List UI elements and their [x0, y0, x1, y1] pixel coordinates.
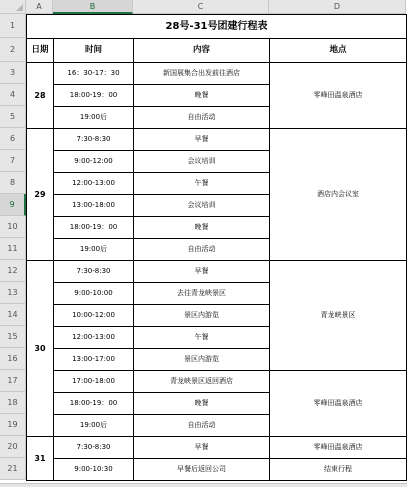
content-cell[interactable]: 自由活动	[134, 415, 270, 437]
row-header-7[interactable]: 7	[0, 150, 26, 172]
content-cell[interactable]: 早餐	[134, 437, 270, 459]
date-cell-31[interactable]: 31	[27, 437, 54, 481]
content-cell[interactable]: 会议培训	[134, 151, 270, 173]
itinerary-title[interactable]: 28号-31号团建行程表	[27, 15, 407, 39]
row-header-18[interactable]: 18	[0, 392, 26, 414]
column-header-a[interactable]: A	[26, 0, 53, 14]
location-cell-meeting-room[interactable]: 酒店内会议室	[270, 129, 407, 261]
time-cell[interactable]: 7:30-8:30	[54, 129, 134, 151]
time-cell[interactable]: 7:30-8:30	[54, 437, 134, 459]
select-all-corner[interactable]	[0, 0, 26, 14]
time-cell[interactable]: 10:00-12:00	[54, 305, 134, 327]
content-cell[interactable]: 早餐	[134, 261, 270, 283]
time-cell[interactable]: 9:00-10:00	[54, 283, 134, 305]
time-cell[interactable]: 13:00-17:00	[54, 349, 134, 371]
row-header-19[interactable]: 19	[0, 414, 26, 436]
time-cell[interactable]: 12:00-13:00	[54, 327, 134, 349]
content-cell[interactable]: 早餐后返回公司	[134, 459, 270, 481]
time-cell[interactable]: 18:00-19：00	[54, 85, 134, 107]
content-cell[interactable]: 青龙峡景区返回酒店	[134, 371, 270, 393]
content-cell[interactable]: 新国展集合出发前往酒店	[134, 63, 270, 85]
row-header-14[interactable]: 14	[0, 304, 26, 326]
row-header-9[interactable]: 9	[0, 194, 26, 216]
row-header-16[interactable]: 16	[0, 348, 26, 370]
row-header-11[interactable]: 11	[0, 238, 26, 260]
time-cell[interactable]: 18:00-19：00	[54, 393, 134, 415]
content-cell[interactable]: 晚餐	[134, 217, 270, 239]
row-header-15[interactable]: 15	[0, 326, 26, 348]
row-header-13[interactable]: 13	[0, 282, 26, 304]
location-cell-hotel[interactable]: 零峰田温泉酒店	[270, 63, 407, 129]
sheet-bottom-edge	[0, 483, 407, 487]
column-header-b[interactable]: B	[53, 0, 133, 14]
date-cell-28[interactable]: 28	[27, 63, 54, 129]
header-time[interactable]: 时间	[54, 39, 134, 63]
content-cell[interactable]: 会议培训	[134, 195, 270, 217]
row-header-12[interactable]: 12	[0, 260, 26, 282]
row-header-20[interactable]: 20	[0, 436, 26, 458]
content-cell[interactable]: 午餐	[134, 173, 270, 195]
content-cell[interactable]: 景区内游览	[134, 305, 270, 327]
content-cell[interactable]: 晚餐	[134, 393, 270, 415]
time-cell[interactable]: 7:30-8:30	[54, 261, 134, 283]
date-cell-30[interactable]: 30	[27, 261, 54, 437]
time-cell[interactable]: 19:00后	[54, 415, 134, 437]
row-header-4[interactable]: 4	[0, 84, 26, 106]
itinerary-table	[26, 14, 407, 481]
location-cell-end[interactable]: 结束行程	[270, 459, 407, 481]
row-header-2[interactable]: 2	[0, 38, 26, 62]
content-cell[interactable]: 午餐	[134, 327, 270, 349]
location-cell-hotel[interactable]: 零峰田温泉酒店	[270, 437, 407, 459]
content-cell[interactable]: 去往青龙峡景区	[134, 283, 270, 305]
content-cell[interactable]: 自由活动	[134, 239, 270, 261]
header-content[interactable]: 内容	[134, 39, 270, 63]
time-cell[interactable]: 13:00-18:00	[54, 195, 134, 217]
content-cell[interactable]: 早餐	[134, 129, 270, 151]
time-cell[interactable]: 19:00后	[54, 107, 134, 129]
column-header-d[interactable]: D	[269, 0, 406, 14]
row-header-5[interactable]: 5	[0, 106, 26, 128]
time-cell[interactable]: 17:00-18:00	[54, 371, 134, 393]
time-cell[interactable]: 12:00-13:00	[54, 173, 134, 195]
time-cell[interactable]: 16：30-17：30	[54, 63, 134, 85]
header-location[interactable]: 地点	[270, 39, 407, 63]
row-header-1[interactable]: 1	[0, 14, 26, 38]
row-header-21[interactable]: 21	[0, 458, 26, 480]
content-cell[interactable]: 景区内游览	[134, 349, 270, 371]
date-cell-29[interactable]: 29	[27, 129, 54, 261]
location-cell-hotel[interactable]: 零峰田温泉酒店	[270, 371, 407, 437]
column-header-c[interactable]: C	[133, 0, 269, 14]
time-cell[interactable]: 18:00-19：00	[54, 217, 134, 239]
header-date[interactable]: 日期	[27, 39, 54, 63]
row-header-17[interactable]: 17	[0, 370, 26, 392]
location-cell-scenic-area[interactable]: 青龙峡景区	[270, 261, 407, 371]
time-cell[interactable]: 19:00后	[54, 239, 134, 261]
row-header-8[interactable]: 8	[0, 172, 26, 194]
row-header-10[interactable]: 10	[0, 216, 26, 238]
row-header-6[interactable]: 6	[0, 128, 26, 150]
time-cell[interactable]: 9:00-10:30	[54, 459, 134, 481]
time-cell[interactable]: 9:00-12:00	[54, 151, 134, 173]
row-header-3[interactable]: 3	[0, 62, 26, 84]
content-cell[interactable]: 自由活动	[134, 107, 270, 129]
content-cell[interactable]: 晚餐	[134, 85, 270, 107]
